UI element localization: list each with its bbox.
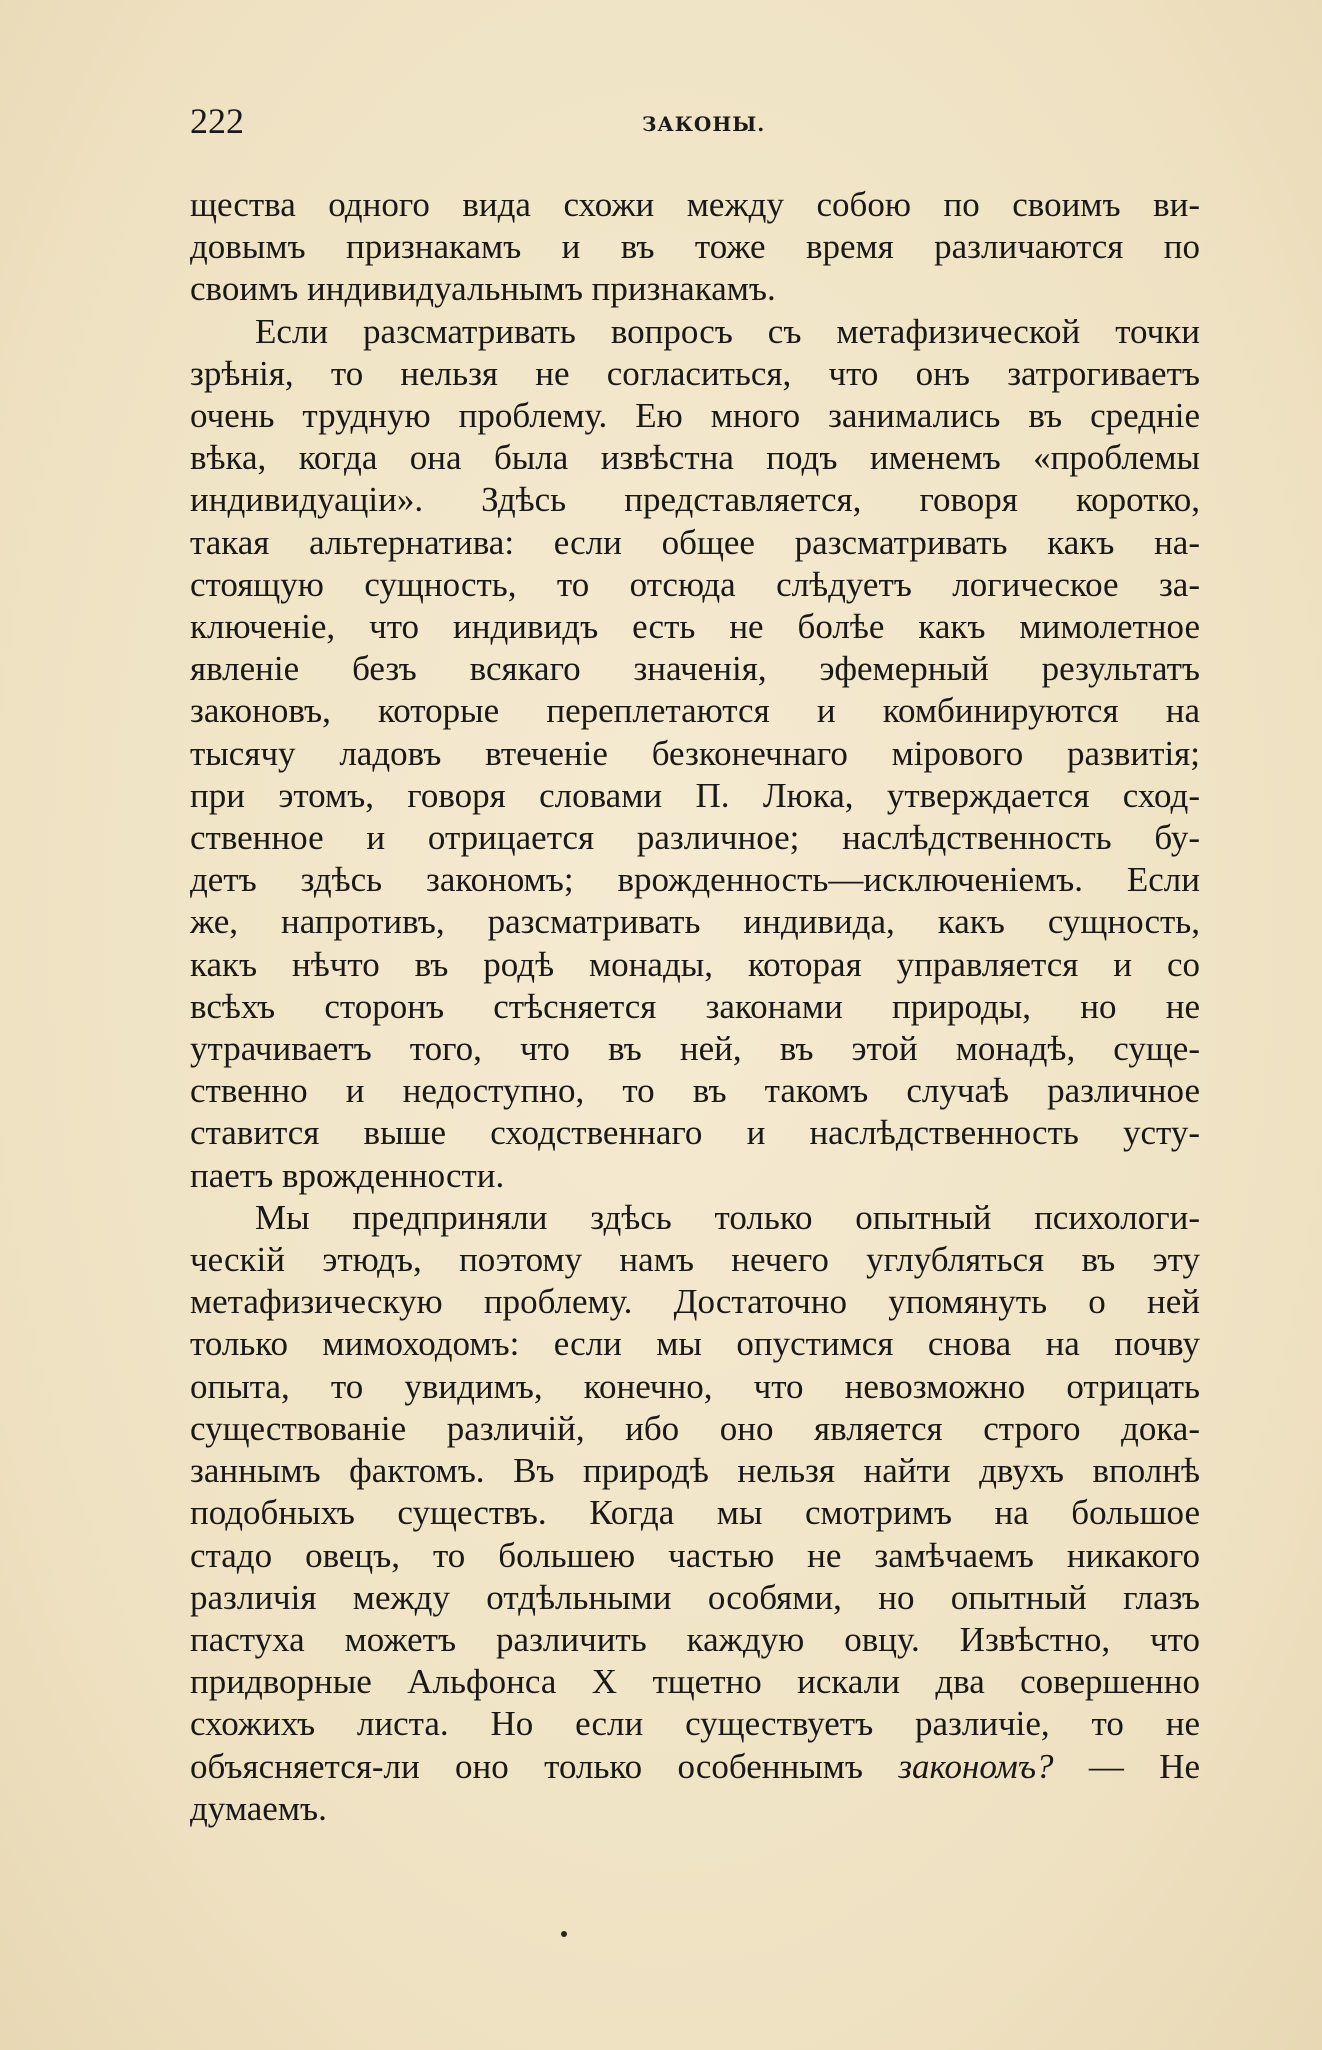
text-line: стадо овецъ, то большею частью не замѣчаемъ никакого [190, 1535, 1200, 1575]
text-line: ставится выше сходственнаго и наслѣдственность усту- [190, 1113, 1200, 1153]
text-line: стоящую сущность, то отсюда слѣдуетъ логическое за- [190, 564, 1200, 604]
running-title: ЗАКОНЫ. [642, 112, 766, 136]
text-line: детъ здѣсь закономъ; врожденность—исключеніемъ. Если [190, 860, 1200, 900]
text-line: утрачиваетъ того, что въ ней, въ этой монадѣ, суще- [190, 1029, 1200, 1069]
text-line: довымъ признакамъ и въ тоже время различаются по [190, 227, 1200, 267]
text-line: ключеніе, что индивидъ есть не болѣе какъ мимолетное [190, 607, 1200, 647]
text-line: тысячу ладовъ втеченіе безконечнаго мірового развитія; [190, 733, 1200, 773]
text-line: думаемъ. [190, 1788, 327, 1828]
text-fragment: — Не [1088, 1746, 1201, 1786]
page-header [190, 100, 1202, 150]
italic-word: закономъ? [898, 1746, 1054, 1786]
page-mark-dot [561, 1931, 567, 1937]
text-line: ческій этюдъ, поэтому намъ нечего углубляться въ эту [190, 1240, 1200, 1280]
text-line: только мимоходомъ: если мы опустимся снова на почву [190, 1324, 1200, 1364]
text-line: индивидуаціи». Здѣсь представляется, говоря коротко, [190, 480, 1200, 520]
text-line: очень трудную проблему. Ею много занимались въ средніе [190, 396, 1200, 436]
text-line: различія между отдѣльными особями, но опытный глазъ [190, 1577, 1200, 1617]
text-line: ственно и недоступно, то въ такомъ случаѣ различное [190, 1071, 1200, 1111]
text-line: при этомъ, говоря словами П. Люка, утверждается сход- [190, 775, 1200, 815]
text-line: же, напротивъ, разсматривать индивида, какъ сущность, [190, 902, 1200, 942]
text-line: опыта, то увидимъ, конечно, что невозможно отрицать [190, 1366, 1200, 1406]
text-line: паетъ врожденности. [190, 1155, 505, 1195]
text-line: пастуха можетъ различить каждую овцу. Извѣстно, что [190, 1619, 1200, 1659]
text-line: зрѣнія, то нельзя не согласиться, что онъ затрогиваетъ [190, 353, 1200, 393]
text-line: метафизическую проблему. Достаточно упомянуть о ней [190, 1282, 1200, 1322]
paragraph-start-line: Если разсматривать вопросъ съ метафизической точки [255, 311, 1200, 351]
paragraph-start-line: Мы предприняли здѣсь только опытный психологи- [255, 1197, 1200, 1237]
text-line: такая альтернатива: если общее разсматривать какъ на- [190, 522, 1200, 562]
text-line: ственное и отрицается различное; наслѣдственность бу- [190, 818, 1200, 858]
text-line: всѣхъ сторонъ стѣсняется законами природы, но не [190, 986, 1200, 1026]
text-line: какъ нѣчто въ родѣ монады, которая управляется и со [190, 944, 1200, 984]
text-line: придворные Альфонса X тщетно искали два совершенно [190, 1662, 1200, 1702]
text-line: своимъ индивидуальнымъ признакамъ. [190, 269, 776, 309]
text-line: подобныхъ существъ. Когда мы смотримъ на большое [190, 1493, 1200, 1533]
text-line [190, 1746, 1200, 1788]
text-line: существованіе различій, ибо оно является строго дока- [190, 1408, 1200, 1448]
text-line: законовъ, которые переплетаются и комбинируются на [190, 691, 1200, 731]
text-line: явленіе безъ всякаго значенія, эфемерный результатъ [190, 649, 1200, 689]
text-line: щества одного вида схожи между собою по своимъ ви- [190, 185, 1200, 224]
text-fragment: объясняется-ли оно только особеннымъ [190, 1746, 863, 1786]
text-line: вѣка, когда она была извѣстна подъ именемъ «проблемы [190, 438, 1200, 478]
body-text [190, 184, 1200, 1830]
page-number: 222 [190, 101, 244, 141]
text-line: схожихъ листа. Но если существуетъ различіе, то не [190, 1704, 1200, 1744]
text-line: заннымъ фактомъ. Въ природѣ нельзя найти двухъ вполнѣ [190, 1451, 1200, 1491]
